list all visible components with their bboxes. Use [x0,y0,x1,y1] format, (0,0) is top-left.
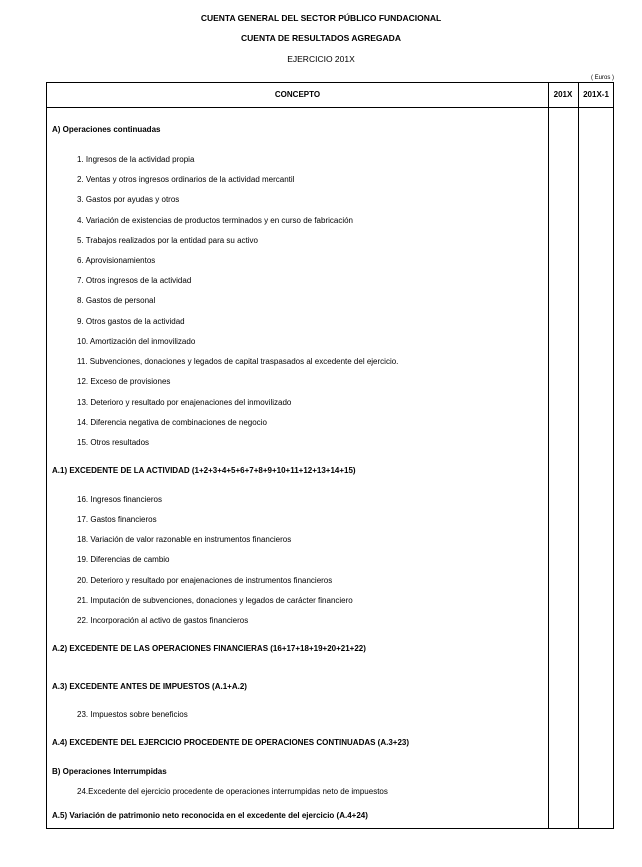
table-row: 11. Subvenciones, donaciones y legados de capital traspasados al excedente del ejercicio. [77,357,399,366]
column-header-year: 201X [553,90,573,99]
table-row: 3. Gastos por ayudas y otros [77,195,180,204]
column-divider [548,83,549,828]
table-row: 21. Imputación de subvenciones, donaciones y legados de carácter financiero [77,596,353,605]
section-heading: B) Operaciones Interrumpidas [52,767,167,776]
currency-unit: ( Euros ) [590,75,614,81]
column-header-concepto: CONCEPTO [274,90,321,99]
table-row: 20. Deterioro y resultado por enajenaciones de instrumentos financieros [77,576,333,585]
subtotal-row: A.1) EXCEDENTE DE LA ACTIVIDAD (1+2+3+4+5+6+7+8+9+10+11+12+13+14+15) [52,466,356,475]
table-row: 10. Amortización del inmovilizado [77,337,196,346]
section-heading: A) Operaciones continuadas [52,125,161,134]
report-period: EJERCICIO 201X [287,54,355,64]
table-row: 22. Incorporación al activo de gastos financieros [77,616,249,625]
column-header-prev-year: 201X-1 [583,90,609,99]
subtotal-row: A.3) EXCEDENTE ANTES DE IMPUESTOS (A.1+A.2) [52,682,247,691]
table-row: 9. Otros gastos de la actividad [77,317,185,326]
total-row: A.5) Variación de patrimonio neto reconocida en el excedente del ejercicio (A.4+24) [52,811,368,820]
column-divider [578,83,579,828]
table-row: 18. Variación de valor razonable en instrumentos financieros [77,535,292,544]
table-row: 8. Gastos de personal [77,296,156,305]
table-row: 12. Exceso de provisiones [77,377,171,386]
table-row: 24.Excedente del ejercicio procedente de operaciones interrumpidas neto de impuestos [77,787,388,796]
header-divider [47,107,613,108]
table-row: 15. Otros resultados [77,438,150,447]
report-subtitle: CUENTA DE RESULTADOS AGREGADA [241,33,401,43]
table-row: 14. Diferencia negativa de combinaciones de negocio [77,418,267,427]
table-row: 23. Impuestos sobre beneficios [77,710,188,719]
table-row: 13. Deterioro y resultado por enajenaciones del inmovilizado [77,398,292,407]
table-row: 4. Variación de existencias de productos terminados y en curso de fabricación [77,216,354,225]
table-row: 19. Diferencias de cambio [77,555,170,564]
table-row: 17. Gastos financieros [77,515,157,524]
report-title: CUENTA GENERAL DEL SECTOR PÚBLICO FUNDACIONAL [200,13,442,23]
table-row: 5. Trabajos realizados por la entidad para su activo [77,236,258,245]
table-row: 1. Ingresos de la actividad propia [77,155,195,164]
table-row: 16. Ingresos financieros [77,495,162,504]
table-row: 7. Otros ingresos de la actividad [77,276,192,285]
subtotal-row: A.2) EXCEDENTE DE LAS OPERACIONES FINANCIERAS (16+17+18+19+20+21+22) [52,644,366,653]
subtotal-row: A.4) EXCEDENTE DEL EJERCICIO PROCEDENTE DE OPERACIONES CONTINUADAS (A.3+23) [52,738,410,747]
results-table [46,82,614,829]
table-row: 6. Aprovisionamientos [77,256,156,265]
table-row: 2. Ventas y otros ingresos ordinarios de la actividad mercantil [77,175,295,184]
